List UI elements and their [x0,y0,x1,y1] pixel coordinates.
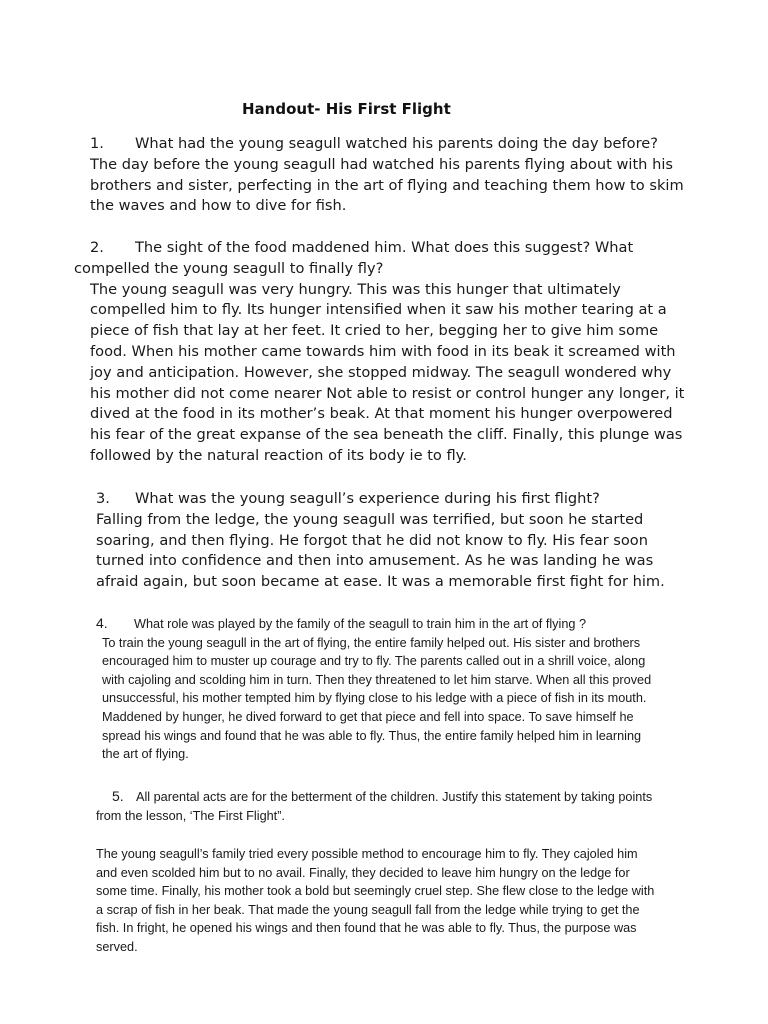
question-number: 2. [90,239,104,256]
answer-line: The day before the young seagull had watched his parents flying about with his [90,155,673,173]
question-4 [96,614,651,764]
question-text: What had the young seagull watched his parents doing the day before? [135,135,658,152]
answer-line: served. [96,939,138,954]
answer-5 [96,845,654,957]
question-3 [96,489,665,593]
question-text: What role was played by the family of the seagull to train him in the art of flying ? [134,617,587,631]
answer-line: Maddened by hunger, he dived forward to get that piece and fell into space. To save himself he [102,709,634,724]
answer-line: Falling from the ledge, the young seagull was terrified, but soon he started [96,510,644,528]
question-number: 1. [90,135,104,152]
answer-line: soaring, and then flying. He forgot that he did not know to fly. His fear soon [96,531,648,549]
answer-line: and even scolded him but to no avail. Finally, they decided to leave him hungry on the ledge for [96,865,630,880]
question-number: 5. [112,788,124,804]
question-text: What was the young seagull’s experience during his first flight? [135,490,600,507]
question-number: 4. [96,615,108,631]
answer-line: afraid again, but soon became at ease. It was a memorable first fight for him. [96,573,665,591]
question-2 [74,238,684,467]
answer-line: the waves and how to dive for fish. [90,197,347,215]
document-title: Handout- His First Flight [242,100,451,118]
answer-line: his fear of the great expanse of the sea beneath the cliff. Finally, this plunge was [90,426,683,444]
question-text: from the lesson, ‘The First Flight”. [96,808,285,823]
answer-line: dived at the food in its mother’s beak. At that moment his hunger overpowered [90,405,673,423]
answer-line: encouraged him to muster up courage and try to fly. The parents called out in a shrill voice, along [102,654,646,669]
answer-line: his mother did not come nearer Not able to resist or control hunger any longer, it [90,384,685,402]
answer-line: brothers and sister, perfecting in the art of flying and teaching them how to skim [90,176,684,194]
answer-line: food. When his mother came towards him with food in its beak it screamed with [90,342,676,360]
answer-line: To train the young seagull in the art of flying, the entire family helped out. His sister and brothers [102,635,641,650]
answer-line: spread his wings and found that he was able to fly. Thus, the entire family helped him in learning [102,728,642,743]
answer-line: a scrap of fish in her beak. That made the young seagull fall from the ledge while trying to get the [96,902,640,917]
answer-line: joy and anticipation. However, she stopped midway. The seagull wondered why [90,363,672,381]
question-text: All parental acts are for the betterment of the children. Justify this statement by taking points [136,790,653,804]
question-text: The sight of the food maddened him. What does this suggest? What [135,239,634,256]
answer-line: with cajoling and scolding him in turn. Then they threatened to let him starve. When all this proved [102,672,652,687]
answer-line: the art of flying. [102,747,189,762]
answer-line: followed by the natural reaction of its body ie to fly. [90,446,467,464]
question-5 [96,787,652,825]
answer-line: The young seagull was very hungry. This was this hunger that ultimately [90,280,621,298]
answer-line: The young seagull’s family tried every possible method to encourage him to fly. They cajoled him [96,847,638,861]
question-number: 3. [96,490,110,507]
answer-line: some time. Finally, his mother took a bold but seemingly cruel step. She flew close to the ledge with [96,884,655,899]
answer-line: piece of fish that lay at her feet. It cried to her, begging her to give him some [90,322,659,340]
answer-line: fish. In fright, he opened his wings and then found that he was able to fly. Thus, the purpose was [96,921,637,936]
question-text: compelled the young seagull to finally fly? [74,259,384,277]
question-1 [90,134,684,217]
answer-line: turned into confidence and then into amusement. As he was landing he was [96,552,654,570]
answer-line: compelled him to fly. Its hunger intensified when it saw his mother tearing at a [90,301,667,319]
answer-line: unsuccessful, his mother tempted him by flying close to his ledge with a piece of fish in its mouth. [102,691,647,706]
